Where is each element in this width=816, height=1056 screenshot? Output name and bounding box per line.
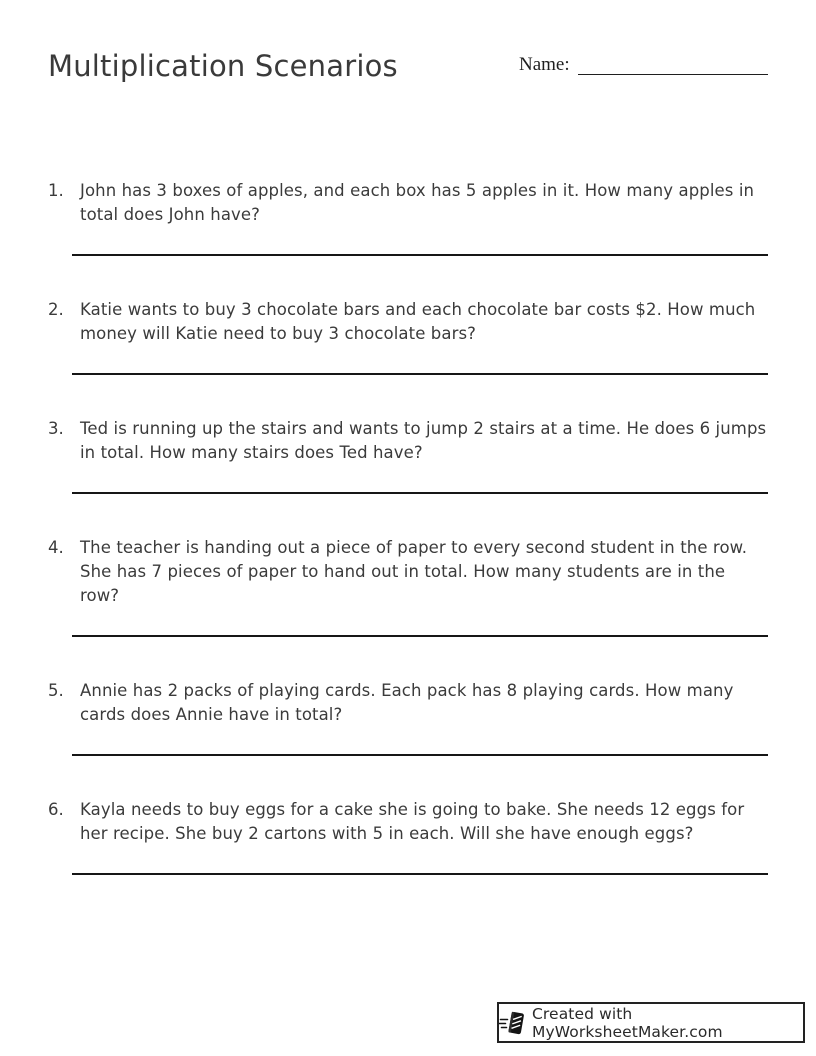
worksheet-maker-logo-icon: [499, 1010, 525, 1036]
question-number: 5.: [48, 681, 64, 700]
answer-blank-line[interactable]: [72, 254, 768, 256]
question-row: [48, 417, 768, 465]
question-number: 3.: [48, 419, 64, 438]
question-number: 6.: [48, 800, 64, 819]
question-row: [48, 536, 768, 608]
question-row: [48, 679, 768, 727]
question-text: The teacher is handing out a piece of paper to every second student in the row. She has 7 pieces of paper to hand out in total. How many students are in the row?: [80, 538, 748, 605]
answer-blank-line[interactable]: [72, 754, 768, 756]
question-text: Katie wants to buy 3 chocolate bars and each chocolate bar costs $2. How much money will Katie need to buy 3 chocolate bars?: [80, 300, 756, 343]
question-item: [48, 179, 768, 256]
page-title: Multiplication Scenarios: [48, 49, 398, 83]
question-number: 2.: [48, 300, 64, 319]
name-field: [519, 54, 768, 77]
question-item: [48, 298, 768, 375]
question-list: [48, 179, 768, 917]
question-number: 4.: [48, 538, 64, 557]
name-label: Name:: [519, 54, 570, 75]
question-text: John has 3 boxes of apples, and each box has 5 apples in it. How many apples in total does John have?: [80, 181, 755, 224]
question-item: [48, 798, 768, 875]
question-number: 1.: [48, 181, 64, 200]
worksheet-header: [48, 48, 768, 86]
question-text: Annie has 2 packs of playing cards. Each pack has 8 playing cards. How many cards does Annie have in total?: [80, 681, 734, 724]
question-text: Ted is running up the stairs and wants to jump 2 stairs at a time. He does 6 jumps in total. How many stairs does Ted have?: [80, 419, 767, 462]
question-text: Kayla needs to buy eggs for a cake she is going to bake. She needs 12 eggs for her recipe. She buy 2 cartons with 5 in each. Will she have enough eggs?: [80, 800, 745, 843]
badge-text: Created with MyWorksheetMaker.com: [532, 1004, 723, 1041]
question-row: [48, 298, 768, 346]
answer-blank-line[interactable]: [72, 635, 768, 637]
created-with-badge[interactable]: [497, 1002, 805, 1043]
question-row: [48, 179, 768, 227]
question-row: [48, 798, 768, 846]
name-blank-line[interactable]: [578, 74, 768, 75]
answer-blank-line[interactable]: [72, 873, 768, 875]
answer-blank-line[interactable]: [72, 373, 768, 375]
question-item: [48, 536, 768, 637]
answer-blank-line[interactable]: [72, 492, 768, 494]
question-item: [48, 417, 768, 494]
question-item: [48, 679, 768, 756]
